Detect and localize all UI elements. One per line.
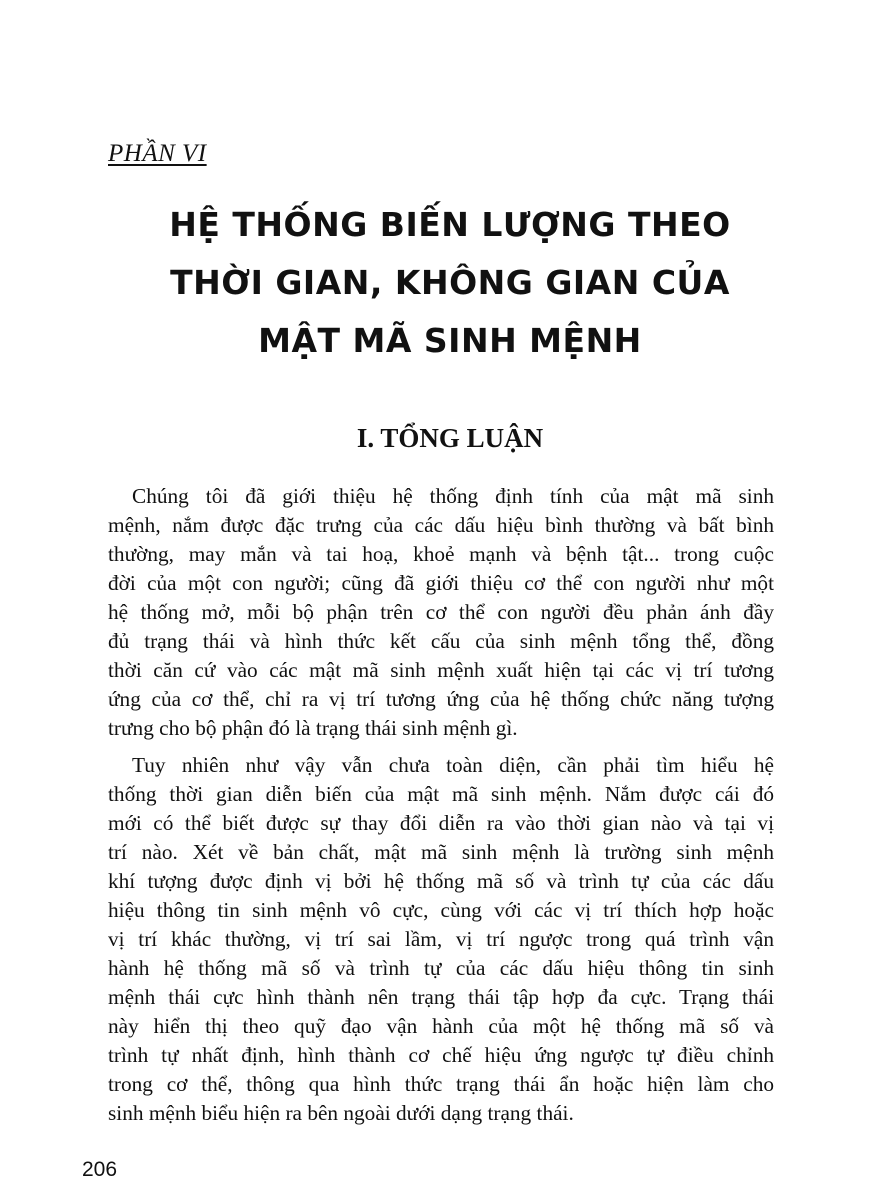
text-line: đủ trạng thái và hình thức kết cấu của sinh mệnh tổng thể, đồng [108,629,774,653]
text-line: này hiển thị theo quỹ đạo vận hành của một hệ thống mã số và [108,1014,774,1038]
paragraph-1 [108,482,774,743]
text-line: trí nào. Xét về bản chất, mật mã sinh mệnh là trường sinh mệnh [108,840,774,864]
text-line: ứng của cơ thể, chỉ ra vị trí tương ứng của hệ thống chức năng tượng [108,687,774,711]
text-line: thống thời gian diễn biến của mật mã sinh mệnh. Nắm được cái đó [108,782,774,806]
text-line: Chúng tôi đã giới thiệu hệ thống định tính của mật mã sinh [132,484,774,508]
page-number: 206 [82,1158,118,1181]
text-line: hiệu thông tin sinh mệnh vô cực, cùng với các vị trí thích hợp hoặc [108,898,774,922]
text-line: Tuy nhiên như vậy vẫn chưa toàn diện, cần phải tìm hiểu hệ [132,753,774,777]
chapter-title-line: THỜI GIAN, KHÔNG GIAN CỦA [170,263,730,302]
paragraph-2 [108,751,774,1128]
part-label: PHẦN VI [108,140,207,167]
text-line: sinh mệnh biểu hiện ra bên ngoài dưới dạng trạng thái. [108,1101,574,1125]
text-line: mệnh, nắm được đặc trưng của các dấu hiệu bình thường và bất bình [108,513,774,537]
text-line: đời của một con người; cũng đã giới thiệu cơ thể con người như một [108,571,774,595]
body-text [108,482,774,1136]
text-line: mệnh thái cực hình thành nên trạng thái tập hợp đa cực. Trạng thái [108,985,774,1009]
text-line: trình tự nhất định, hình thành cơ chế hiệu ứng ngược tự điều chỉnh [108,1043,774,1067]
text-line: thời căn cứ vào các mật mã sinh mệnh xuất hiện tại các vị trí tương [108,658,774,682]
text-line: hệ thống mở, mỗi bộ phận trên cơ thể con người đều phản ánh đầy [108,600,774,624]
text-line: trưng cho bộ phận đó là trạng thái sinh mệnh gì. [108,716,518,740]
text-line: hành hệ thống mã số và trình tự của các dấu hiệu thông tin sinh [108,956,774,980]
text-line: khí tượng được định vị bởi hệ thống mã số và trình tự của các dấu [108,869,774,893]
chapter-title [100,196,800,370]
text-line: mới có thể biết được sự thay đổi diễn ra vào thời gian nào và tại vị [108,811,774,835]
text-line: thường, may mắn và tai hoạ, khoẻ mạnh và bệnh tật... trong cuộc [108,542,774,566]
text-line: trong cơ thể, thông qua hình thức trạng thái ẩn hoặc hiện làm cho [108,1072,774,1096]
chapter-title-line: HỆ THỐNG BIẾN LƯỢNG THEO [169,205,731,244]
text-line: vị trí khác thường, vị trí sai lầm, vị trí ngược trong quá trình vận [108,927,774,951]
section-title: I. TỔNG LUẬN [356,423,544,453]
chapter-title-line: MẬT MÃ SINH MỆNH [258,321,642,360]
